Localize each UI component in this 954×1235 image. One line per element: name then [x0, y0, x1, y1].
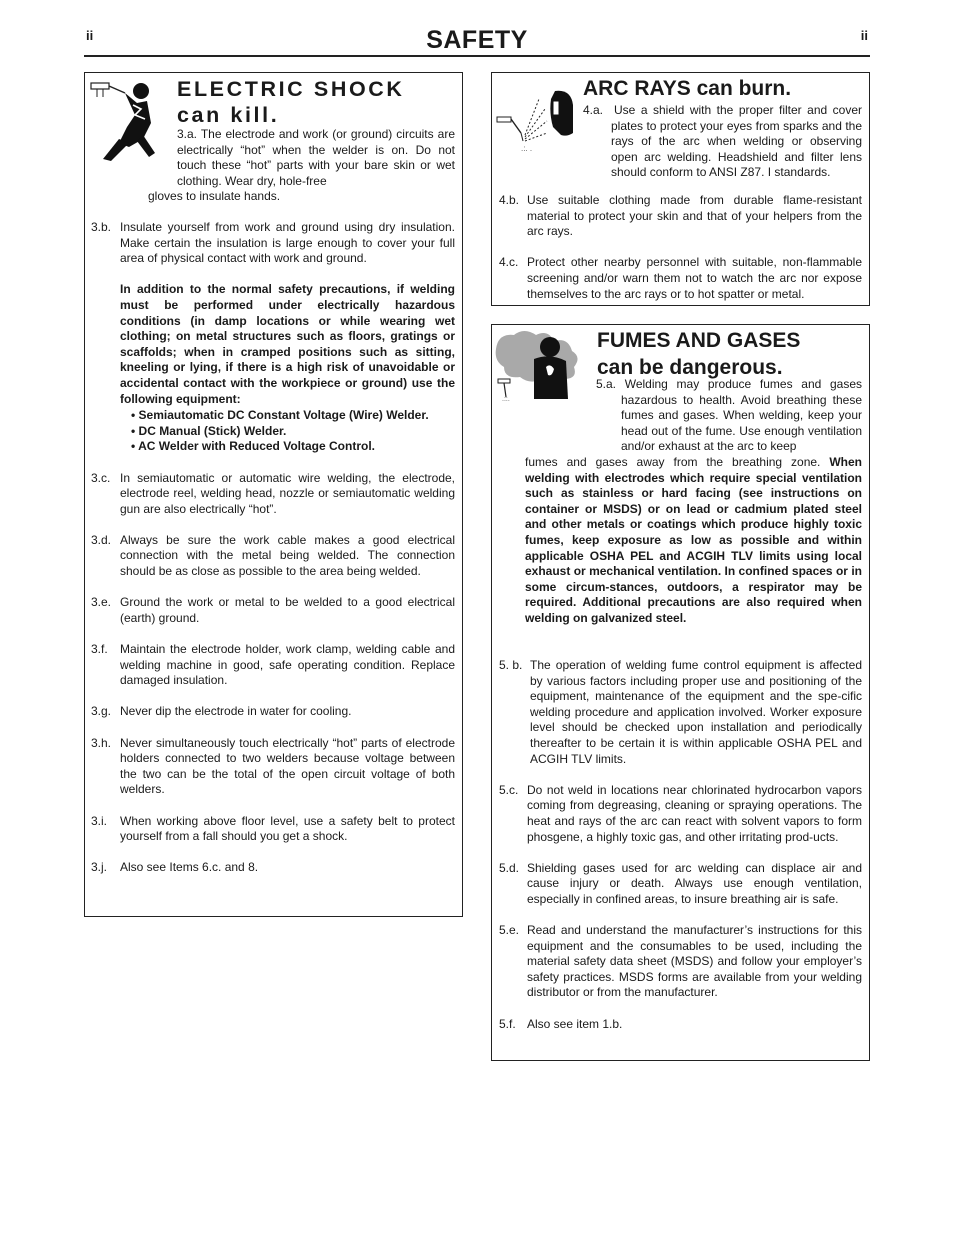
equipment-bullet: • DC Manual (Stick) Welder.: [131, 423, 287, 438]
item-3a: [148, 127, 455, 205]
item-number: 3.h.: [91, 735, 112, 750]
page-number-right: ii: [860, 28, 868, 43]
list-item: [499, 861, 862, 908]
item-3a-number: 3.a.: [177, 127, 198, 141]
item-text: Never simultaneously touch electrically “hot” parts of electrode holders connected to two welders because voltage between the two can be the total of the open circuit voltage of both welders.: [120, 735, 455, 797]
item-number: 3.i.: [91, 813, 108, 828]
list-item: [499, 255, 862, 302]
item-text: The operation of welding fume control equipment is affected by various factors including proper use and positioning of the equipment, maintenance of the equipment and the spe-cific welding procedure and application involved. Worker exposure level should be checked upon installation and periodically thereafter to be certain it is within applicable OSHA PEL and ACGIH TLV limits.: [530, 658, 862, 766]
list-item: [91, 533, 455, 580]
list-item: [91, 814, 455, 845]
item-3a-text: The electrode and work (or ground) circuits are electrically “hot” when the welder is on. Do not touch these “hot” parts with your bare skin or wet clothing. Wear dry, hole-free: [177, 127, 455, 188]
fumes-items: [499, 658, 862, 1048]
item-number: 5.e.: [499, 923, 520, 938]
item-4a-number: 4.a.: [583, 103, 604, 117]
list-item: [91, 642, 455, 689]
equipment-bullet: • Semiautomatic DC Constant Voltage (Wire) Welder.: [131, 408, 429, 423]
svg-text:.::.: .::.: [502, 396, 510, 403]
item-5a-text-cont: fumes and gases away from the breathing zone.: [525, 455, 821, 469]
item-text: Do not weld in locations near chlorinated hydrocarbon vapors coming from degreasing, cleaning or spraying operations. The heat and rays of the arc can react with solvent vapors to form phosgene, a highly toxic gas, and other irritating prod-ucts.: [527, 782, 862, 844]
arc-rays-icon: [495, 87, 579, 155]
fumes-gases-section: [491, 324, 870, 1061]
item-text: Shielding gases used for arc welding can displace air and cause injury or death. Always use enough ventilation, especially in confined areas, to insure breathing air is safe.: [527, 860, 862, 906]
item-text: Never dip the electrode in water for cooling.: [120, 704, 352, 719]
list-item: [91, 471, 455, 518]
item-3a-text-cont: gloves to insulate hands.: [148, 189, 281, 204]
electric-shock-heading: ELECTRIC SHOCK can kill.: [177, 77, 405, 127]
arc-rays-heading: ARC RAYS can burn.: [583, 77, 792, 100]
note-text: In addition to the normal safety precautions, if welding must be performed under electrically hazardous conditions (in damp locations or while wearing wet clothing; on metal structures such as floors, gratings or scaffolds; when in cramped positions such as sitting, kneeling or lying, if there is a high risk of unavoidable or accidental contact with the workpiece or ground) use the following equipment:: [120, 282, 455, 406]
item-number: 3.e.: [91, 595, 112, 610]
list-item: [499, 193, 862, 240]
list-item: [499, 923, 862, 1001]
item-number: 5.d.: [499, 860, 520, 875]
fumes-heading-line-1: FUMES AND GASES: [597, 329, 801, 352]
arc-items: [499, 193, 862, 318]
fumes-gases-heading: [597, 327, 800, 381]
fumes-gases-icon: [494, 327, 584, 403]
item-number: 3.c.: [91, 470, 111, 485]
item-number: 5.f.: [499, 1016, 516, 1031]
list-item: [91, 220, 455, 267]
item-number: 5. b.: [499, 658, 523, 672]
title-rule: [84, 55, 870, 57]
equipment-bullet: • AC Welder with Reduced Voltage Control.: [131, 439, 375, 454]
list-item: [91, 736, 455, 798]
item-5a: [596, 377, 862, 455]
item-number: 3.b.: [91, 220, 112, 234]
page-number-left: ii: [86, 28, 94, 43]
page-title: SAFETY: [426, 26, 528, 54]
svg-text:.:. .: .:. .: [521, 144, 533, 153]
item-number: 4.c.: [499, 255, 519, 270]
item-text: In semiautomatic or automatic wire welding, the electrode, electrode reel, welding head, nozzle or semiautomatic welding gun are also electrically “hot”.: [120, 470, 455, 516]
arc-rays-section: [491, 72, 870, 306]
item-5a-cont: [525, 455, 862, 627]
fumes-heading-line-2: can be dangerous.: [597, 356, 783, 379]
item-number: 3.g.: [91, 704, 112, 719]
list-item: [91, 595, 455, 626]
electric-shock-section: [84, 72, 463, 917]
shock-items: [91, 220, 455, 892]
list-item: [91, 704, 455, 720]
item-number: 3.f.: [91, 642, 108, 657]
item-4a: [583, 103, 862, 181]
item-text: Also see item 1.b.: [527, 1016, 623, 1031]
item-text: Use suitable clothing made from durable flame-resistant material to protect your skin and that of your helpers from the arc rays.: [527, 193, 862, 239]
item-number: 5.c.: [499, 782, 519, 797]
hazardous-conditions-note: [91, 282, 455, 407]
item-text: Maintain the electrode holder, work clamp, welding cable and welding machine in good, safe operating condition. Replace damaged insulation.: [120, 642, 455, 688]
item-number: 3.d.: [91, 532, 112, 547]
item-text: Read and understand the manufacturer’s instructions for this equipment and the consumables to be used, including the material safety data sheet (MSDS) and follow your employer’s safety practices. MSDS forms are available from your welding distributor or from the manufacturer.: [527, 923, 862, 1000]
item-text: Always be sure the work cable makes a good electrical connection with the metal being welded. The connection should be as close as possible to the area being welded.: [120, 532, 455, 579]
item-5a-bold: When welding with electrodes which require special ventilation such as stainless or hard facing (see instructions on container or MSDS) or on lead or cadmium plated steel and other metals or coatings which produce highly toxic fumes, keep exposure as low as possible and within applicable OSHA PEL and ACGIH TLV limits using local exhaust or mechanical ventilation. In confined spaces or in some circum-stances, outdoors, a respirator may be required. Additional precautions are also required when welding on galvanized steel.: [525, 455, 862, 625]
item-text: Insulate yourself from work and ground using dry insulation. Make certain the insulation is large enough to cover your full area of physical contact with work and ground.: [120, 220, 455, 266]
item-number: 3.j.: [91, 860, 108, 875]
list-item: [499, 658, 862, 767]
item-text: When working above floor level, use a safety belt to protect yourself from a fall should you get a shock.: [120, 813, 455, 844]
equipment-list: [91, 408, 455, 455]
list-item: [499, 783, 862, 845]
item-5a-text: Welding may produce fumes and gases hazardous to health. Avoid breathing these fumes and gases. When welding, keep your head out of the fume. Use enough ventilation and/or exhaust at the arc to keep: [621, 377, 862, 454]
list-item: [91, 860, 455, 876]
list-item: [499, 1017, 862, 1033]
item-text: Protect other nearby personnel with suitable, non-flammable screening and/or warn them not to watch the arc nor expose themselves to the arc rays or to hot spatter or metal.: [527, 255, 862, 301]
item-5a-number: 5.a.: [596, 377, 617, 391]
item-number: 4.b.: [499, 193, 520, 207]
item-text: Ground the work or metal to be welded to a good electrical (earth) ground.: [120, 595, 455, 625]
item-4a-text: Use a shield with the proper filter and cover plates to protect your eyes from sparks and the rays of the arc when welding or observing open arc welding. Headshield and filter lens should conform to ANSI Z87. I standards.: [611, 103, 862, 180]
item-text: Also see Items 6.c. and 8.: [120, 860, 259, 875]
